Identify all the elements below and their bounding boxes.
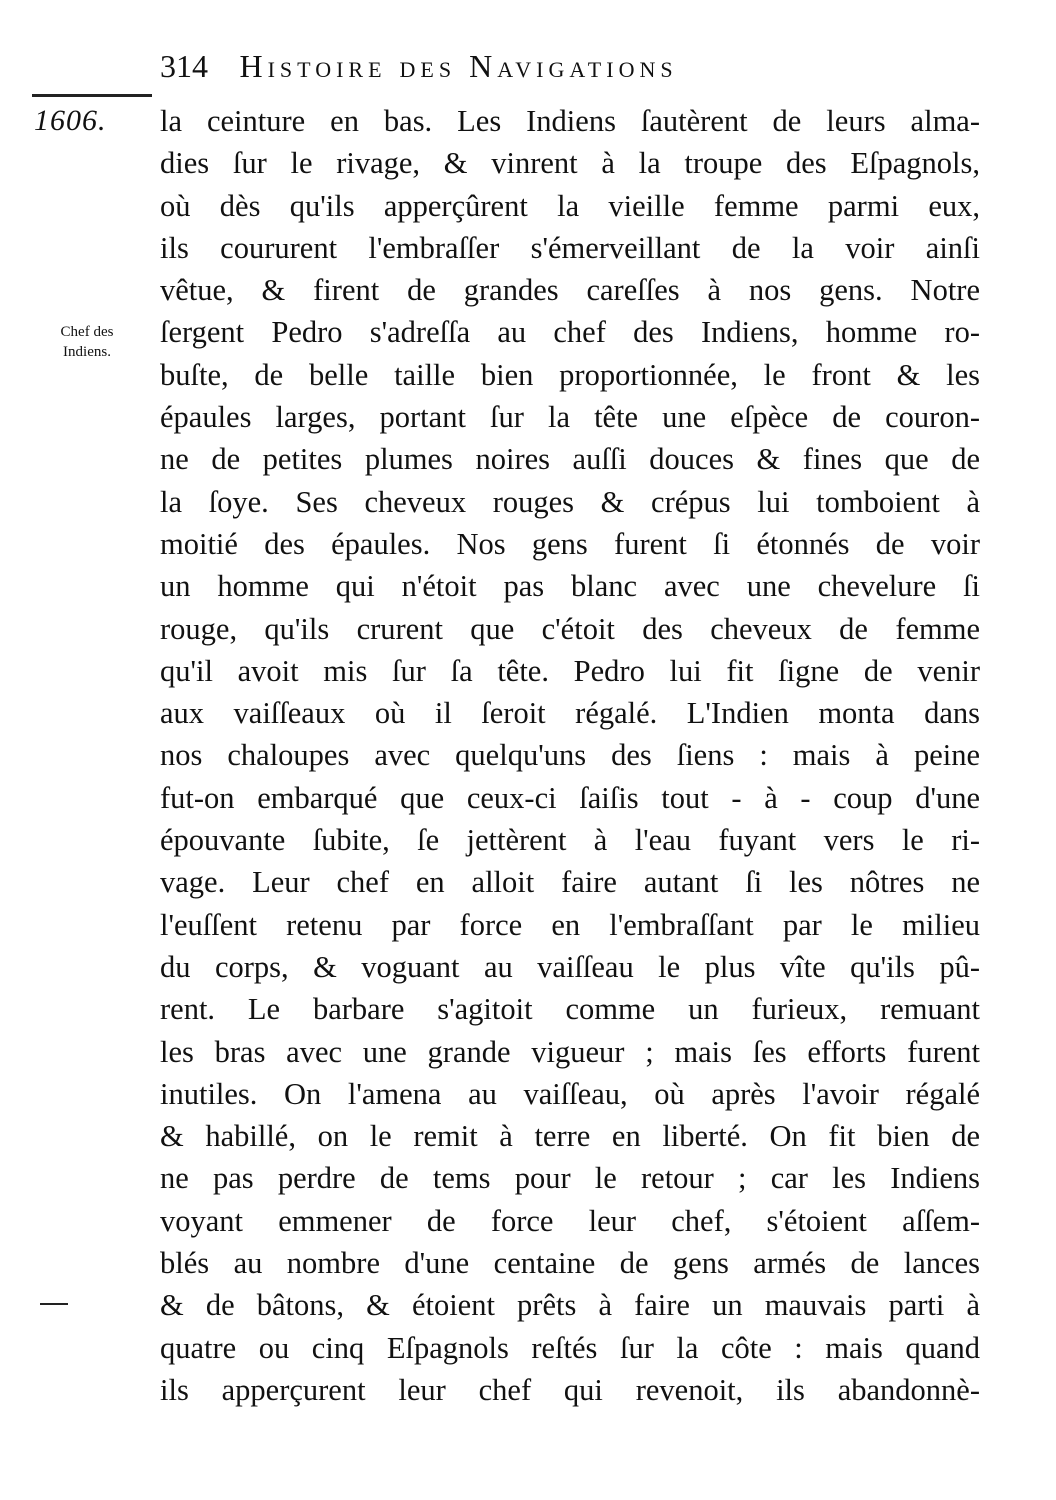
text-line: buſte, de belle taille bien proportionnée, le front & les [160,357,980,392]
text-line: voyant emmener de force leur chef, s'étoient aſſem- [160,1203,980,1238]
text-line: ne pas perdre de tems pour le retour ; car les Indiens [160,1161,980,1196]
text-line: inutiles. On l'amena au vaiſſeau, où après l'avoir régalé [160,1076,980,1111]
margin-note [42,322,132,362]
text-line: fut-on embarqué que ceux-ci ſaiſis tout - à - coup d'une [160,780,980,815]
text-line: où dès qu'ils apperçûrent la vieille femme parmi eux, [160,188,980,223]
text-line: & habillé, on le remit à terre en liberté. On fit bien de [160,1119,980,1154]
text-line: un homme qui n'étoit pas blanc avec une chevelure ſi [160,569,980,604]
text-line: rent. Le barbare s'agitoit comme un furieux, remuant [160,992,980,1027]
text-line: & de bâtons, & étoient prêts à faire un mauvais parti à [160,1288,980,1323]
text-line: la ſoye. Ses cheveux rouges & crépus lui tomboient à [160,484,980,519]
text-line: vage. Leur chef en alloit faire autant ſi les nôtres ne [160,865,980,900]
text-line: nos chaloupes avec quelqu'uns des ſiens : mais à peine [160,738,980,773]
text-line: quatre ou cinq Eſpagnols reſtés ſur la côte : mais quand [160,1330,980,1365]
text-line: ſergent Pedro s'adreſſa au chef des Indiens, homme ro- [160,315,980,350]
text-line: dies ſur le rivage, & vinrent à la troupe des Eſpagnols, [160,146,980,181]
text-line: ne de petites plumes noires auſſi douces & fines que de [160,442,980,477]
text-line: l'euſſent retenu par force en l'embraſſant par le milieu [160,907,980,942]
text-line: blés au nombre d'une centaine de gens armés de lances [160,1246,980,1281]
text-line: qu'il avoit mis ſur ſa tête. Pedro lui fit ſigne de venir [160,653,980,688]
page-number: 314 [160,48,208,84]
header-rule [32,94,152,97]
text-line: rouge, qu'ils crurent que c'étoit des cheveux de femme [160,611,980,646]
running-title: Histoire des Navigations [239,48,678,84]
body-text [160,100,980,1411]
margin-dash [40,1303,68,1305]
margin-note-line: Indiens. [63,344,111,360]
text-line: moitié des épaules. Nos gens furent ſi étonnés de voir [160,526,980,561]
text-line: du corps, & voguant au vaiſſeau le plus vîte qu'ils pû- [160,949,980,984]
margin-note-line: Chef des [60,324,114,340]
text-line: aux vaiſſeaux où il ſeroit régalé. L'Indien monta dans [160,696,980,731]
text-line: vêtue, & firent de grandes careſſes à nos gens. Notre [160,273,980,308]
text-line: ils apperçurent leur chef qui revenoit, ils abandonnè- [160,1372,980,1407]
page-header [160,48,990,94]
text-line: les bras avec une grande vigueur ; mais ſes efforts furent [160,1034,980,1069]
text-line: ils coururent l'embraſſer s'émerveillant de la voir ainſi [160,230,980,265]
text-line: épaules larges, portant ſur la tête une eſpèce de couron- [160,400,980,435]
text-line: épouvante ſubite, ſe jettèrent à l'eau fuyant vers le ri- [160,823,980,858]
text-line: la ceinture en bas. Les Indiens ſautèrent de leurs alma- [160,104,980,138]
margin-year: 1606. [34,104,107,137]
